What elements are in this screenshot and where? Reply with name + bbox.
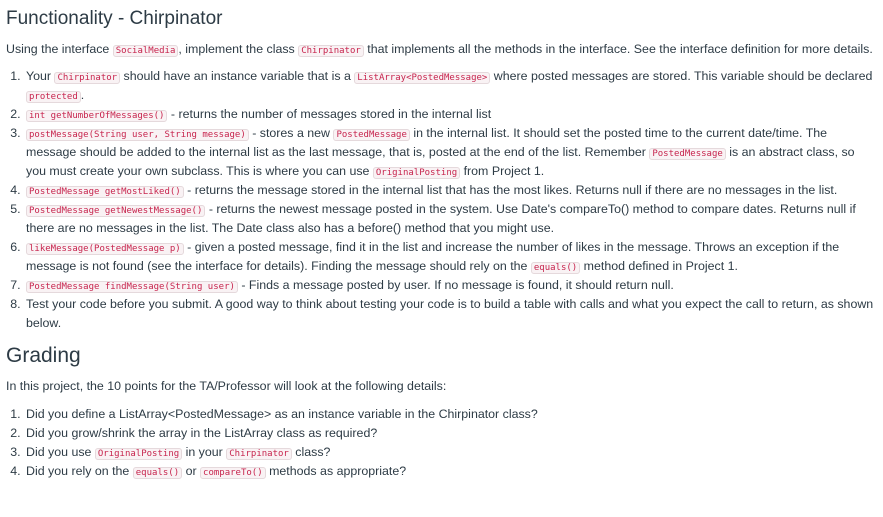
item-text: - returns the newest message posted in the system. Use Date's compareTo() method to compare dates. Returns null if there are no messages in the list. The Date class also has a before() method that you might use. — [26, 202, 856, 235]
code-method: PostedMessage getNewestMessage() — [26, 205, 205, 217]
item-text: should have an instance variable that is a — [120, 69, 355, 83]
item-text: is an abstract class, so you must create your own subclass. This is where you can use — [26, 145, 855, 178]
grading-list — [6, 405, 875, 481]
list-item — [24, 238, 875, 276]
list-item — [24, 276, 875, 295]
item-text: . — [80, 88, 85, 102]
item-text: Test your code before you submit. A good way to think about testing your code is to build a table with calls and what you expect the call to return, as shown below. — [26, 297, 874, 330]
code-protected: protected — [26, 91, 81, 103]
code-listarray: ListArray<PostedMessage> — [354, 72, 490, 84]
item-text: Your — [26, 69, 55, 83]
item-text: - Finds a message posted by user. If no message is found, it should return null. — [237, 278, 674, 292]
list-item — [24, 200, 875, 238]
list-item — [24, 181, 875, 200]
item-text: Did you define a ListArray<PostedMessage> as an instance variable in the Chirpinator class? — [26, 407, 538, 421]
item-text: Did you rely on the — [26, 464, 133, 478]
item-text: in the internal list. It should set the posted time to the current date/time. The message should be added to the internal list as the last message, that is, posted at the end of the list. Remember — [26, 126, 828, 159]
list-item — [24, 105, 875, 124]
list-item — [24, 443, 875, 462]
intro-text: Using the interface — [6, 42, 113, 56]
item-text: - given a posted message, find it in the list and increase the number of likes in the message. Throws an exception if the message is not found (see the interface for details). Finding the message should rely on the — [26, 240, 840, 273]
code-socialmedia: SocialMedia — [113, 45, 179, 57]
item-text: in your — [182, 445, 227, 459]
item-text: from Project 1. — [460, 164, 545, 178]
intro-paragraph — [6, 40, 875, 59]
code-equals: equals() — [531, 262, 580, 274]
code-originalposting: OriginalPosting — [373, 167, 460, 179]
grading-intro: In this project, the 10 points for the TA/Professor will look at the following details: — [6, 379, 447, 393]
requirements-list — [6, 67, 875, 333]
code-originalposting: OriginalPosting — [95, 448, 182, 460]
list-item — [24, 405, 875, 424]
list-item — [24, 424, 875, 443]
code-postedmessage: PostedMessage — [649, 148, 725, 160]
grading-heading: Grading — [6, 344, 81, 367]
code-method: likeMessage(PostedMessage p) — [26, 243, 184, 255]
item-text: methods as appropriate? — [265, 464, 407, 478]
list-item — [24, 67, 875, 105]
intro-text: , implement the class — [178, 42, 299, 56]
code-chirpinator: Chirpinator — [54, 72, 120, 84]
code-chirpinator: Chirpinator — [226, 448, 292, 460]
item-text: where posted messages are stored. This variable should be declared — [490, 69, 873, 83]
code-chirpinator: Chirpinator — [298, 45, 364, 57]
intro-text: that implements all the methods in the interface. See the interface definition for more details. — [363, 42, 873, 56]
item-text: Did you grow/shrink the array in the ListArray class as required? — [26, 426, 378, 440]
item-text: - stores a new — [248, 126, 334, 140]
code-method: int getNumberOfMessages() — [26, 110, 167, 122]
code-postedmessage: PostedMessage — [333, 129, 409, 141]
code-compareto: compareTo() — [200, 467, 266, 479]
item-text: - returns the message stored in the internal list that has the most likes. Returns null if there are no messages in the list. — [183, 183, 838, 197]
item-text: class? — [291, 445, 331, 459]
list-item — [24, 295, 875, 333]
code-method: postMessage(String user, String message) — [26, 129, 249, 141]
page-title: Functionality - Chirpinator — [6, 8, 223, 29]
item-text: method defined in Project 1. — [580, 259, 738, 273]
code-method: PostedMessage getMostLiked() — [26, 186, 184, 198]
item-text: Did you use — [26, 445, 95, 459]
code-equals: equals() — [133, 467, 182, 479]
item-text: - returns the number of messages stored in the internal list — [167, 107, 492, 121]
item-text: or — [182, 464, 201, 478]
list-item — [24, 462, 875, 481]
list-item — [24, 124, 875, 181]
code-method: PostedMessage findMessage(String user) — [26, 281, 238, 293]
